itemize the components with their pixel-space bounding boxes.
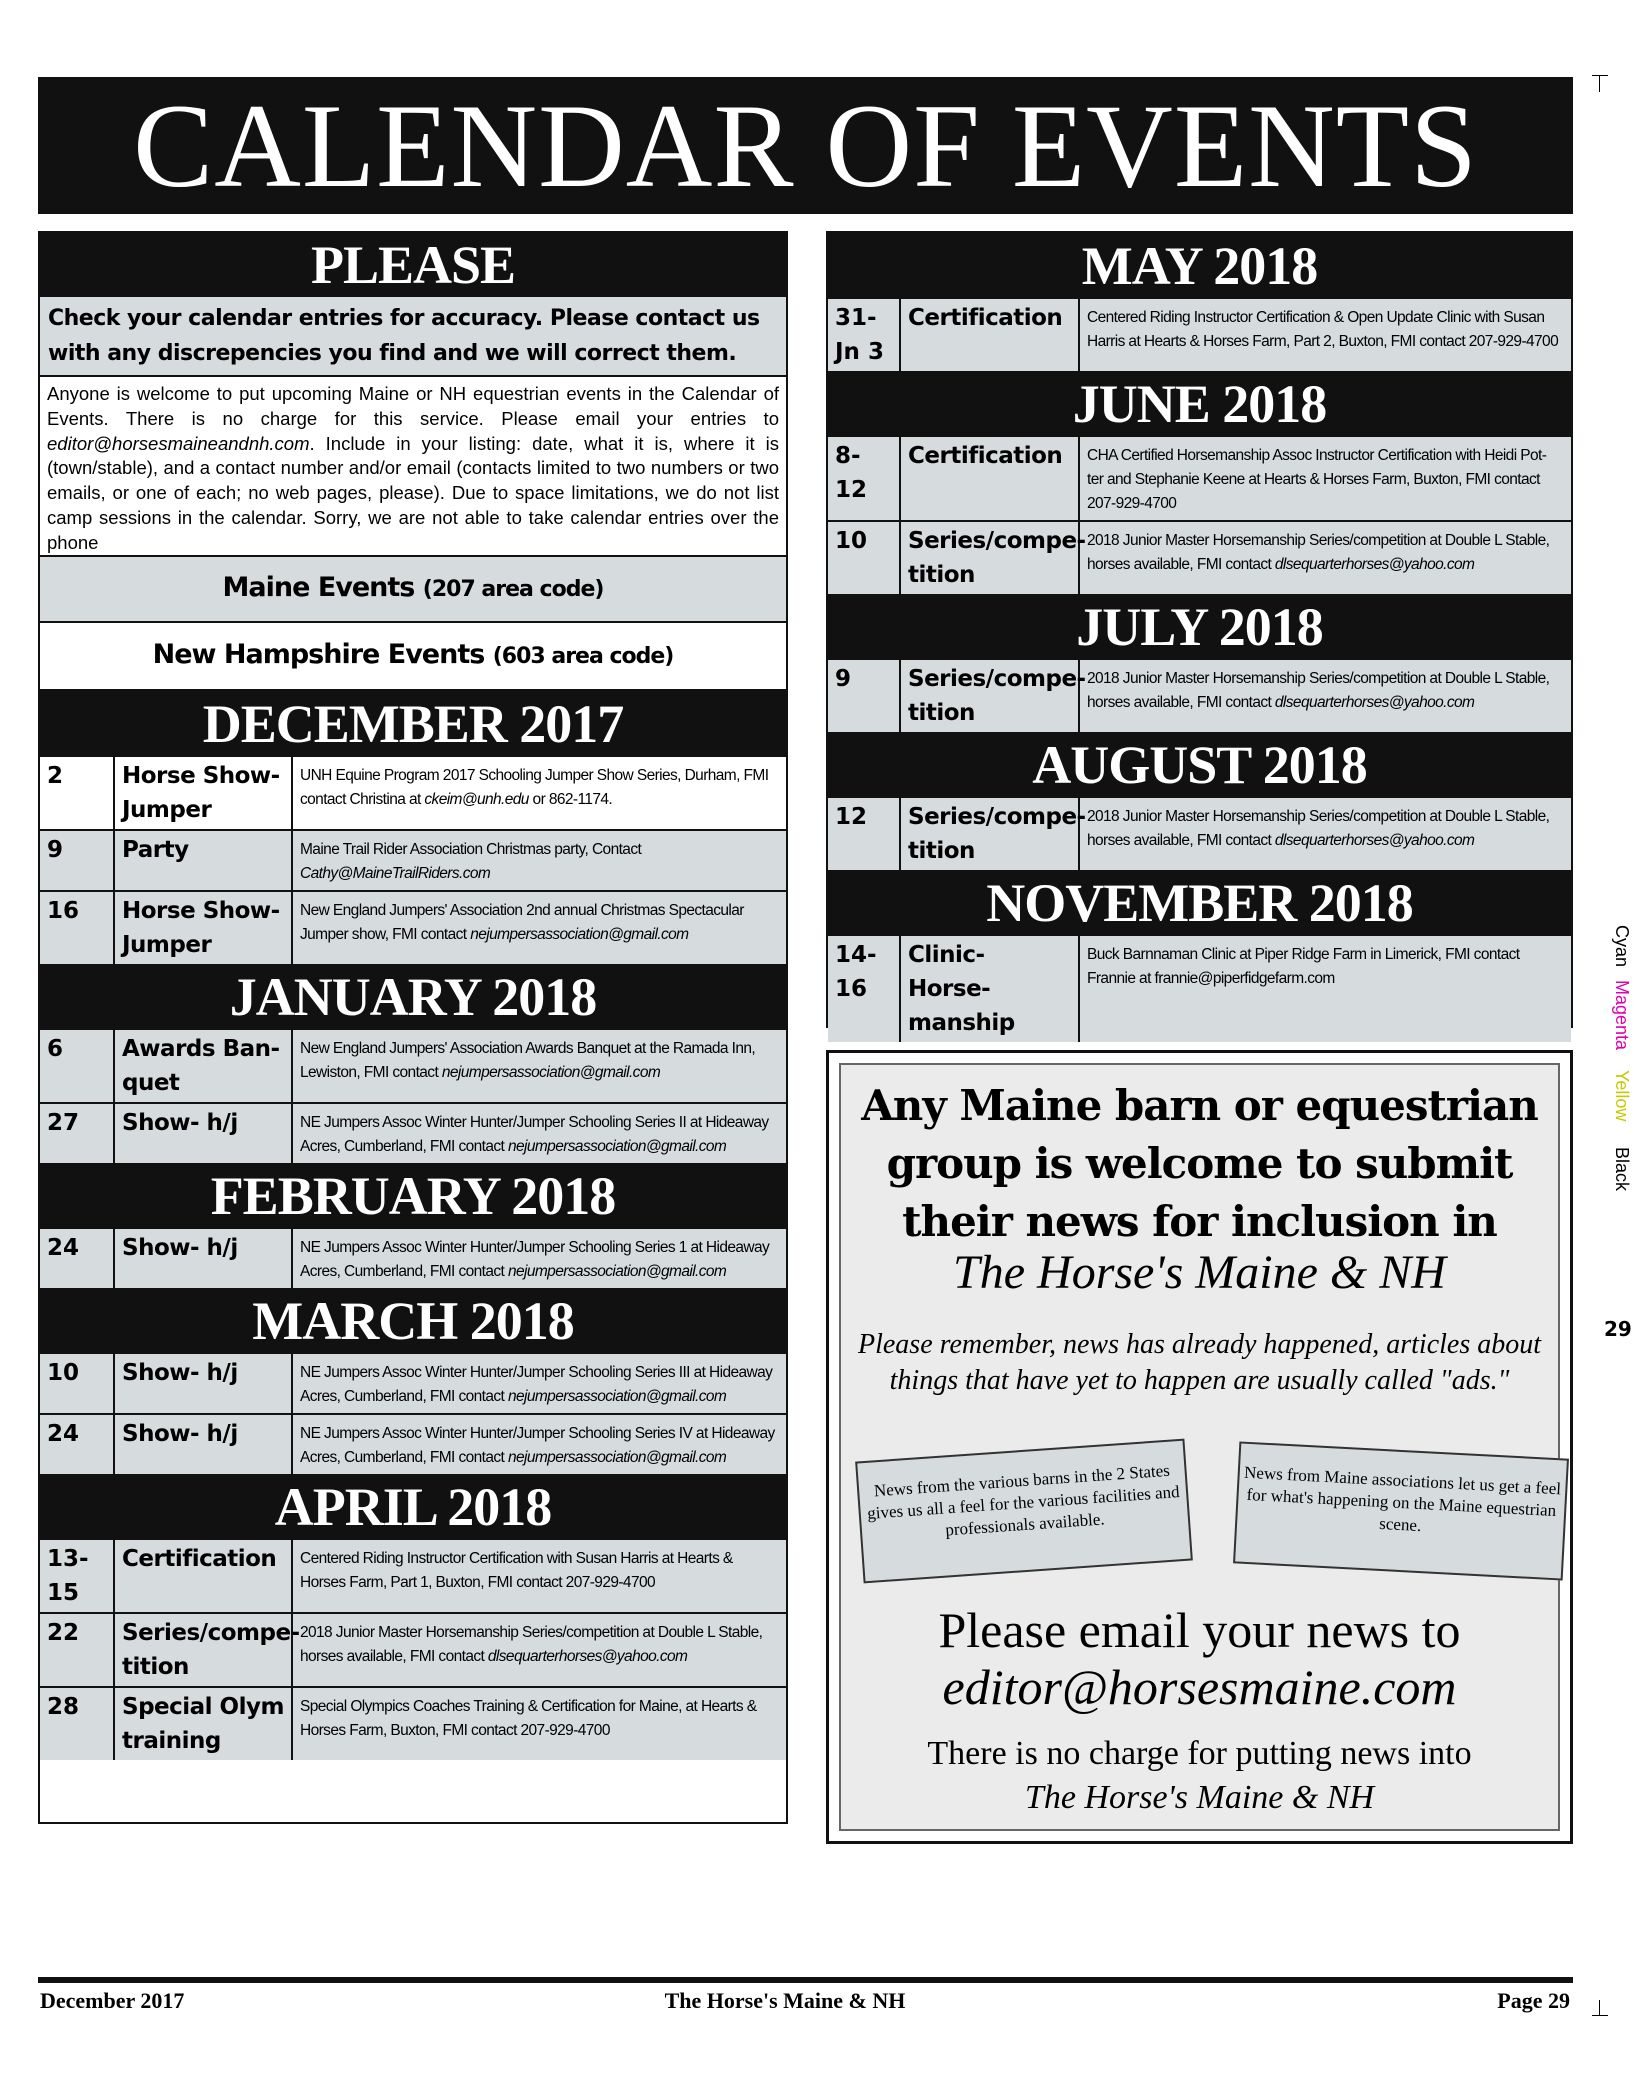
event-row: [828, 522, 1571, 594]
news-promo-box: [826, 1050, 1573, 1844]
please-heading: PLEASE: [40, 233, 786, 297]
footer-page-number: Page 29: [1497, 1988, 1570, 2013]
legend-maine: [40, 557, 786, 623]
event-row: [40, 1030, 786, 1104]
event-contact-link[interactable]: dlsequarterhorses@yahoo.com: [1274, 832, 1475, 849]
event-description-text: UNH Equine Program 2017 Schooling Jumper Show Series, Durham, FMI contact Christina at: [300, 767, 769, 808]
footer-publication: The Horse's Maine & NH: [664, 1988, 906, 2013]
event-type: Horse Show- Jumper: [115, 892, 293, 964]
month-heading: APRIL 2018: [40, 1474, 786, 1540]
news-promo-panel: [839, 1063, 1560, 1831]
event-date: 31- Jn 3: [828, 299, 901, 371]
event-row: [40, 1614, 786, 1688]
page-banner: [38, 77, 1573, 214]
right-column: [826, 231, 1573, 1036]
event-date: 2: [40, 757, 115, 829]
event-row: [828, 437, 1571, 522]
event-date: 14- 16: [828, 936, 901, 1042]
event-description-text: Maine Trail Rider Association Christmas party, Contact: [300, 841, 642, 858]
month-events: [828, 798, 1571, 870]
event-row: [40, 831, 786, 892]
event-description: [293, 1104, 786, 1163]
month-events: [40, 1354, 786, 1474]
event-description-tail: or 862-1174.: [528, 791, 613, 808]
event-description: [293, 1540, 786, 1612]
promo-free-note: There is no charge for putting news into: [927, 1735, 1472, 1772]
event-type: Show- h/j: [115, 1354, 293, 1413]
month-heading: JULY 2018: [828, 594, 1571, 660]
event-contact-link[interactable]: ckeim@unh.edu: [424, 791, 529, 808]
promo-headline: [841, 1077, 1558, 1251]
event-contact-link[interactable]: dlsequarterhorses@yahoo.com: [1274, 694, 1475, 711]
event-date: 8-12: [828, 437, 901, 520]
event-row: [40, 1104, 786, 1163]
event-date: 12: [828, 798, 901, 870]
month-heading: MAY 2018: [828, 233, 1571, 299]
event-type: Special Olym training: [115, 1688, 293, 1760]
promo-email-link[interactable]: editor@horsesmaine.com: [942, 1659, 1457, 1715]
cyan-label: Cyan: [1612, 925, 1632, 968]
event-description-text: New England Jumpers' Association Awards Banquet at the Ramada Inn, Lewiston, FMI contact: [300, 1040, 756, 1081]
month-heading: NOVEMBER 2018: [828, 870, 1571, 936]
event-description-text: Buck Barnnaman Clinic at Piper Ridge Farm in Limerick, FMI contact Frannie at frannie@piperfidgefarm.com: [1087, 946, 1520, 987]
event-description-text: 2018 Junior Master Horsemanship Series/competition at Double L Stable, horses available, FMI contact: [1087, 808, 1550, 849]
legend-maine-label: Maine Events: [222, 572, 415, 603]
magenta-label: Magenta: [1612, 980, 1632, 1051]
month-events: [828, 936, 1571, 1042]
event-type: Horse Show- Jumper: [115, 757, 293, 829]
event-description: [293, 1229, 786, 1288]
event-description-text: New England Jumpers' Association 2nd annual Christmas Spectacular Jumper show, FMI contact: [300, 902, 744, 943]
side-page-number: 29: [1604, 1317, 1632, 1341]
intro-email-link[interactable]: editor@horsesmaineandnh.com: [47, 432, 310, 454]
event-description-text: CHA Certified Horsemanship Assoc Instructor Certification with Heidi Pot- ter and Stephanie Keene at Hearts & Horses Farm, Buxton, FMI contact 207-929-4700: [1087, 447, 1547, 512]
month-events: [828, 437, 1571, 594]
promo-card-associations: News from Maine associations let us get a feel for what's happening on the Maine equestrian scene.: [1233, 1441, 1569, 1580]
event-row: [40, 1229, 786, 1288]
page-title: CALENDAR OF EVENTS: [133, 79, 1478, 212]
event-row: [40, 892, 786, 964]
event-date: 9: [40, 831, 115, 890]
promo-card-barns: News from the various barns in the 2 States gives us all a feel for the various facilities and professionals available.: [855, 1439, 1193, 1584]
month-heading: FEBRUARY 2018: [40, 1163, 786, 1229]
event-row: [40, 1354, 786, 1415]
event-date: 6: [40, 1030, 115, 1102]
event-type: Series/compe- tition: [901, 660, 1080, 732]
event-contact-link[interactable]: nejumpersassociation@gmail.com: [507, 1388, 727, 1405]
event-description-text: NE Jumpers Assoc Winter Hunter/Jumper Schooling Series 1 at Hideaway Acres, Cumberland, FMI contact: [300, 1239, 770, 1280]
event-description: [293, 1030, 786, 1102]
event-date: 16: [40, 892, 115, 964]
event-description-text: Centered Riding Instructor Certification with Susan Harris at Hearts & Horses Farm, Part 1, Buxton, FMI contact 207-929-4700: [300, 1550, 733, 1591]
month-heading: AUGUST 2018: [828, 732, 1571, 798]
event-contact-link[interactable]: dlsequarterhorses@yahoo.com: [1274, 556, 1475, 573]
event-description-text: Special Olympics Coaches Training & Certification for Maine, at Hearts & Horses Farm, Buxton, FMI contact 207-929-4700: [300, 1698, 757, 1739]
promo-publication-name: The Horse's Maine & NH: [953, 1246, 1446, 1299]
event-type: Clinic- Horse- manship: [901, 936, 1080, 1042]
event-description: [293, 831, 786, 890]
event-row: [40, 1688, 786, 1760]
event-description-text: NE Jumpers Assoc Winter Hunter/Jumper Schooling Series II at Hideaway Acres, Cumberland, FMI contact: [300, 1114, 769, 1155]
event-description: [1080, 660, 1571, 732]
event-description: [293, 1614, 786, 1686]
event-description: [293, 757, 786, 829]
event-contact-link[interactable]: Cathy@MaineTrailRiders.com: [300, 865, 491, 882]
event-description-text: NE Jumpers Assoc Winter Hunter/Jumper Schooling Series III at Hideaway Acres, Cumberland, FMI contact: [300, 1364, 773, 1405]
event-type: Show- h/j: [115, 1415, 293, 1474]
event-contact-link[interactable]: nejumpersassociation@gmail.com: [507, 1138, 727, 1155]
accuracy-notice: Check your calendar entries for accuracy. Please contact us with any discrepencies you find and we will correct them.: [40, 297, 786, 377]
event-type: Certification: [901, 299, 1080, 371]
event-row: [828, 299, 1571, 371]
intro-text: Anyone is welcome to put upcoming Maine or NH equestrian events in the Calendar of Events. There is no charge for this service. Please email your entries to: [47, 383, 779, 429]
month-heading: DECEMBER 2017: [40, 691, 786, 757]
month-heading: JANUARY 2018: [40, 964, 786, 1030]
promo-free-publication: The Horse's Maine & NH: [1024, 1779, 1375, 1816]
event-type: Party: [115, 831, 293, 890]
event-date: 28: [40, 1688, 115, 1760]
promo-reminder: Please remember, news has already happened, articles about things that have yet to happen are usually called "ads.": [857, 1329, 1542, 1396]
event-description: [293, 1354, 786, 1413]
event-type: Show- h/j: [115, 1104, 293, 1163]
promo-headline-line: group is welcome to submit: [886, 1139, 1513, 1188]
right-month-list: [828, 233, 1571, 1042]
event-date: 9: [828, 660, 901, 732]
event-row: [828, 936, 1571, 1042]
color-registration-labels: [1610, 925, 1640, 1205]
event-contact-link[interactable]: dlsequarterhorses@yahoo.com: [487, 1648, 688, 1665]
event-date: 24: [40, 1229, 115, 1288]
month-events: [40, 757, 786, 964]
event-date: 22: [40, 1614, 115, 1686]
event-description-text: 2018 Junior Master Horsemanship Series/competition at Double L Stable, horses available, FMI contact: [300, 1624, 763, 1665]
event-row: [828, 660, 1571, 732]
event-type: Certification: [115, 1540, 293, 1612]
promo-headline-line: Any Maine barn or equestrian: [861, 1081, 1538, 1130]
intro-text-end: . Include in your listing: date, what it is, where it is (town/stable), and a contact number and/or email (contacts limited to two numbers or two emails, or one of each; no web pages, please). Due to space limitations, we do not list camp sessions in the calendar. Sorry, we are not able to take calendar entries over the phone: [47, 432, 779, 553]
event-date: 13- 15: [40, 1540, 115, 1612]
event-description: [1080, 299, 1571, 371]
footer-date: December 2017: [40, 1988, 185, 2013]
yellow-label: Yellow: [1612, 1070, 1632, 1122]
event-contact-link[interactable]: nejumpersassociation@gmail.com: [441, 1064, 661, 1081]
event-contact-link[interactable]: nejumpersassociation@gmail.com: [507, 1449, 727, 1466]
legend-nh: [40, 623, 786, 691]
event-description: [1080, 936, 1571, 1042]
legend-maine-code: (207 area code): [422, 577, 604, 602]
month-heading: MARCH 2018: [40, 1288, 786, 1354]
black-label: Black: [1612, 1147, 1632, 1192]
footer-rule: [38, 1977, 1573, 1983]
event-type: Show- h/j: [115, 1229, 293, 1288]
event-description-text: 2018 Junior Master Horsemanship Series/competition at Double L Stable, horses available, FMI contact: [1087, 532, 1550, 573]
event-description: [293, 1415, 786, 1474]
event-date: 27: [40, 1104, 115, 1163]
event-type: Series/compe- tition: [901, 522, 1080, 594]
event-contact-link[interactable]: nejumpersassociation@gmail.com: [507, 1263, 727, 1280]
event-description-text: NE Jumpers Assoc Winter Hunter/Jumper Schooling Series IV at Hideaway Acres, Cumberland, FMI contact: [300, 1425, 775, 1466]
event-row: [40, 757, 786, 831]
event-description-text: Centered Riding Instructor Certification & Open Update Clinic with Susan Harris at Hearts & Horses Farm, Part 2, Buxton, FMI contact 207-929-4700: [1087, 309, 1559, 350]
event-type: Awards Ban- quet: [115, 1030, 293, 1102]
month-events: [40, 1229, 786, 1288]
event-description: [293, 892, 786, 964]
intro-paragraph: [40, 377, 786, 557]
event-date: 24: [40, 1415, 115, 1474]
month-heading: JUNE 2018: [828, 371, 1571, 437]
left-month-list: [40, 691, 786, 1760]
crop-mark-icon: [1592, 75, 1608, 91]
event-description: [293, 1688, 786, 1760]
month-events: [40, 1030, 786, 1163]
event-date: 10: [40, 1354, 115, 1413]
legend-nh-label: New Hampshire Events: [152, 639, 485, 670]
event-description: [1080, 798, 1571, 870]
event-type: Certification: [901, 437, 1080, 520]
event-type: Series/compe- tition: [901, 798, 1080, 870]
event-description-text: 2018 Junior Master Horsemanship Series/competition at Double L Stable, horses available, FMI contact: [1087, 670, 1550, 711]
month-events: [828, 660, 1571, 732]
event-row: [40, 1540, 786, 1614]
event-contact-link[interactable]: nejumpersassociation@gmail.com: [470, 926, 689, 943]
left-column: [38, 231, 788, 1824]
promo-headline-line: their news for inclusion in: [902, 1197, 1497, 1246]
event-description: [1080, 437, 1571, 520]
month-events: [828, 299, 1571, 371]
event-description: [1080, 522, 1571, 594]
promo-email-label: Please email your news to: [938, 1602, 1461, 1658]
month-events: [40, 1540, 786, 1760]
event-row: [40, 1415, 786, 1474]
event-type: Series/compe- tition: [115, 1614, 293, 1686]
legend-nh-code: (603 area code): [492, 644, 674, 669]
event-date: 10: [828, 522, 901, 594]
event-row: [828, 798, 1571, 870]
